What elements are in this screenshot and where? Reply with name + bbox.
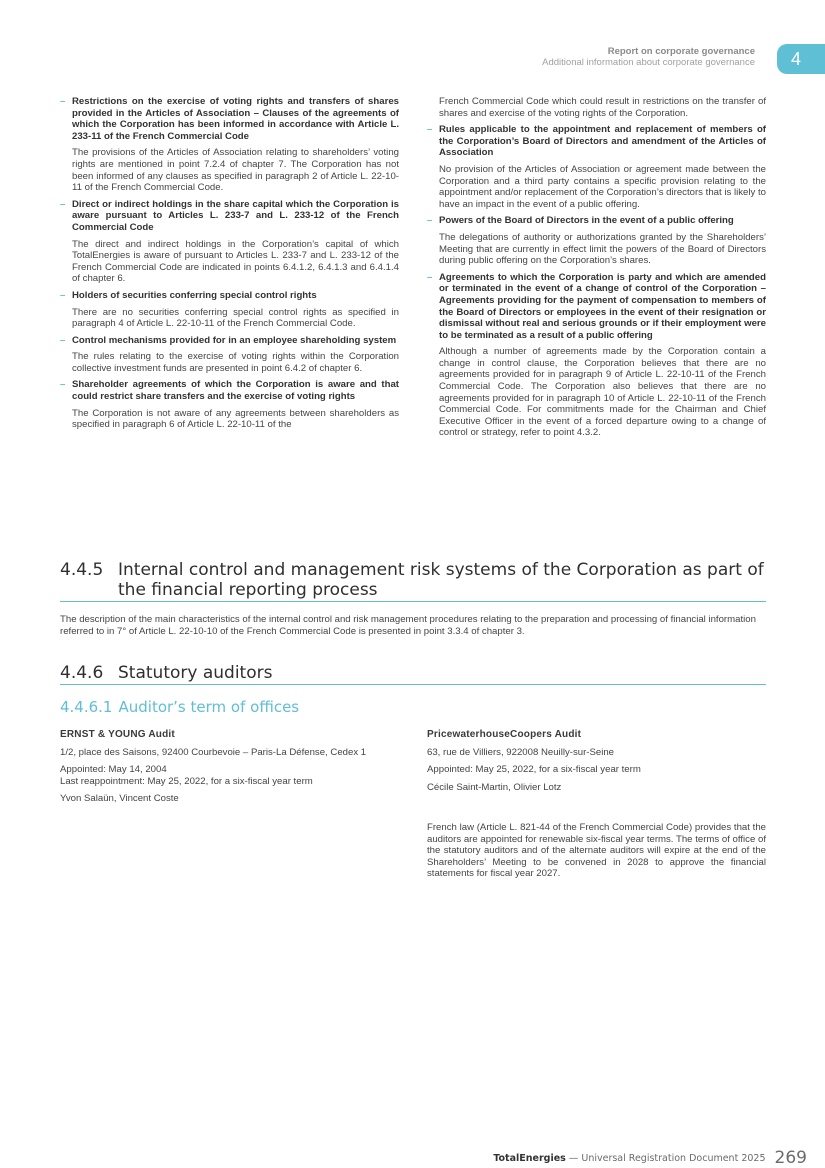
item-body: The provisions of the Articles of Association relating to shareholders’ voting rights are mentioned in point 7.2.4 of chapter 7. The Corporation has not been informed of any clauses as specified in paragraph 2 of Article L. 22-10-11 of the French Commercial Code. <box>72 147 399 194</box>
subsection-title: Auditor’s term of offices <box>118 698 300 716</box>
list-item <box>60 379 399 430</box>
section-number: 4.4.6 <box>60 663 104 683</box>
auditor-name: PricewaterhouseCoopers Audit <box>427 729 582 740</box>
item-title: Shareholder agreements of which the Corporation is aware and that could restrict share transfers and the exercise of voting rights <box>72 379 399 403</box>
item-body: The rules relating to the exercise of voting rights within the Corporation collective investment funds are presented in point 6.4.2 of chapter 6. <box>72 351 399 374</box>
continued-text: French Commercial Code which could result in restrictions on the transfer of shares and exercise of the voting rights of the Corporation. <box>439 96 766 119</box>
item-title: Restrictions on the exercise of voting rights and transfers of shares provided in the Articles of Association – Clauses of the agreements of which the Corporation has been informed in accordance with Article L. 233-11 of the French Commercial Code <box>72 96 399 142</box>
section-title: Statutory auditors <box>118 663 273 683</box>
item-body: The direct and indirect holdings in the Corporation’s capital of which TotalEnergies is aware of pursuant to Articles L. 233-7 and L. 233-12 of the French Commercial Code are indicated in points 6.4.1.2, 6.4.1.3 and 6.4.1.4 of chapter 6. <box>72 238 399 285</box>
right-column <box>427 96 766 439</box>
item-title: Direct or indirect holdings in the share capital which the Corporation is aware pursuant to Articles L. 233-7 and L. 233-12 of the French Commercial Code <box>72 198 399 233</box>
bullet-dash: – <box>427 124 433 136</box>
section-rule <box>60 684 766 685</box>
auditor-block-pwc <box>427 729 766 793</box>
item-body: Although a number of agreements made by the Corporation contain a change in control clause, the Corporation believes that there are no agreements provided for in paragraph 9 of Article L. 22-10-11 of the French Commercial Code. The Corporation also believes that there are no agreements provided for in paragraph 10 of Article L. 22-10-11 of the French Commercial Code. For commitments made for the Chairman and Chief Executive Officer in the event of a forced departure owing to a change of control or strategy, refer to point 4.3.2. <box>439 346 766 439</box>
item-body: There are no securities conferring special control rights as specified in paragraph 4 of Article L. 22-10-11 of the French Commercial Code. <box>72 306 399 330</box>
list-item <box>60 335 399 375</box>
item-title: Rules applicable to the appointment and replacement of members of the Corporation’s Board of Directors and amendment of the Articles of Association <box>439 124 766 159</box>
chapter-tab: 4 <box>777 44 825 74</box>
section-heading-446 <box>60 663 766 683</box>
subsection-heading <box>60 698 299 716</box>
item-body: The delegations of authority or authorizations granted by the Shareholders’ Meeting that are currently in effect limit the powers of the Board of Directors during public offering on the Corporation’s shares. <box>439 231 766 267</box>
section-paragraph: The description of the main characteristics of the internal control and risk management procedures relating to the preparation and processing of financial information referred to in 7° of Article L. 22-10-10 of the French Commercial Code is presented in point 3.3.4 of chapter 3. <box>60 614 756 637</box>
auditors-term-note: French law (Article L. 821-44 of the French Commercial Code) provides that the auditors are appointed for renewable six-fiscal year terms. The terms of office of the statutory auditors and of the alternate auditors will expire at the end of the Shareholders’ Meeting to be convened in 2028 to approve the financial statements for fiscal year 2027. <box>427 822 766 880</box>
section-title: Internal control and management risk systems of the Corporation as part of the financial reporting process <box>118 560 764 600</box>
bullet-dash: – <box>60 379 66 391</box>
list-item <box>427 272 766 439</box>
running-header <box>542 46 755 68</box>
item-title: Control mechanisms provided for in an employee shareholding system <box>72 334 397 346</box>
page-footer <box>493 1148 807 1168</box>
section-heading-445 <box>60 560 766 600</box>
subsection-number: 4.4.6.1 <box>60 698 113 716</box>
auditor-partners: Cécile Saint-Martin, Olivier Lotz <box>427 781 562 793</box>
left-column <box>60 96 399 431</box>
auditor-address: 1/2, place des Saisons, 92400 Courbevoie – Paris-La Défense, Cedex 1 <box>60 746 367 758</box>
item-title: Holders of securities conferring special control rights <box>72 289 317 301</box>
list-item <box>427 215 766 266</box>
list-item <box>427 124 766 210</box>
bullet-dash: – <box>60 96 66 107</box>
auditor-reappointed: Last reappointment: May 25, 2022, for a six-fiscal year term <box>60 775 313 787</box>
item-title: Agreements to which the Corporation is party and which are amended or terminated in the event of a change of control of the Corporation – Agreements providing for the payment of compensation to members of the Board of Directors or employees in the event of their resignation or dismissal without real and serious grounds or if their employment were to be terminated as a result of a public offering <box>439 271 766 341</box>
header-title: Report on corporate governance <box>607 46 755 57</box>
auditor-appointed: Appointed: May 25, 2022, for a six-fiscal year term <box>427 764 641 776</box>
bullet-dash: – <box>60 198 66 210</box>
bullet-dash: – <box>427 215 433 227</box>
footer-document: — Universal Registration Document 2025 <box>568 1153 766 1164</box>
auditor-name: ERNST & YOUNG Audit <box>60 729 175 740</box>
section-number: 4.4.5 <box>60 560 104 580</box>
bullet-dash: – <box>60 334 66 346</box>
item-title: Powers of the Board of Directors in the event of a public offering <box>439 215 734 227</box>
bullet-dash: – <box>60 289 66 301</box>
list-item <box>60 199 399 285</box>
footer-brand: TotalEnergies <box>493 1153 566 1164</box>
list-item <box>60 290 399 330</box>
auditor-appointed: Appointed: May 14, 2004 <box>60 764 167 776</box>
list-item <box>60 96 399 194</box>
auditor-address: 63, rue de Villiers, 922008 Neuilly-sur-Seine <box>427 746 615 758</box>
bullet-dash: – <box>427 271 433 283</box>
header-subtitle: Additional information about corporate governance <box>542 57 755 68</box>
auditor-partners: Yvon Salaün, Vincent Coste <box>60 793 179 805</box>
item-body: The Corporation is not aware of any agreements between shareholders as specified in paragraph 6 of Article L. 22-10-11 of the <box>72 407 399 431</box>
auditor-block-ey <box>60 729 405 805</box>
section-rule <box>60 601 766 602</box>
item-body: No provision of the Articles of Association or agreement made between the Corporation and a third party contains a specific provision relating to the appointment and/or replacement of the Corporation’s directors that is likely to have an impact in the event of a public offering. <box>439 163 766 210</box>
page-number: 269 <box>774 1148 807 1168</box>
